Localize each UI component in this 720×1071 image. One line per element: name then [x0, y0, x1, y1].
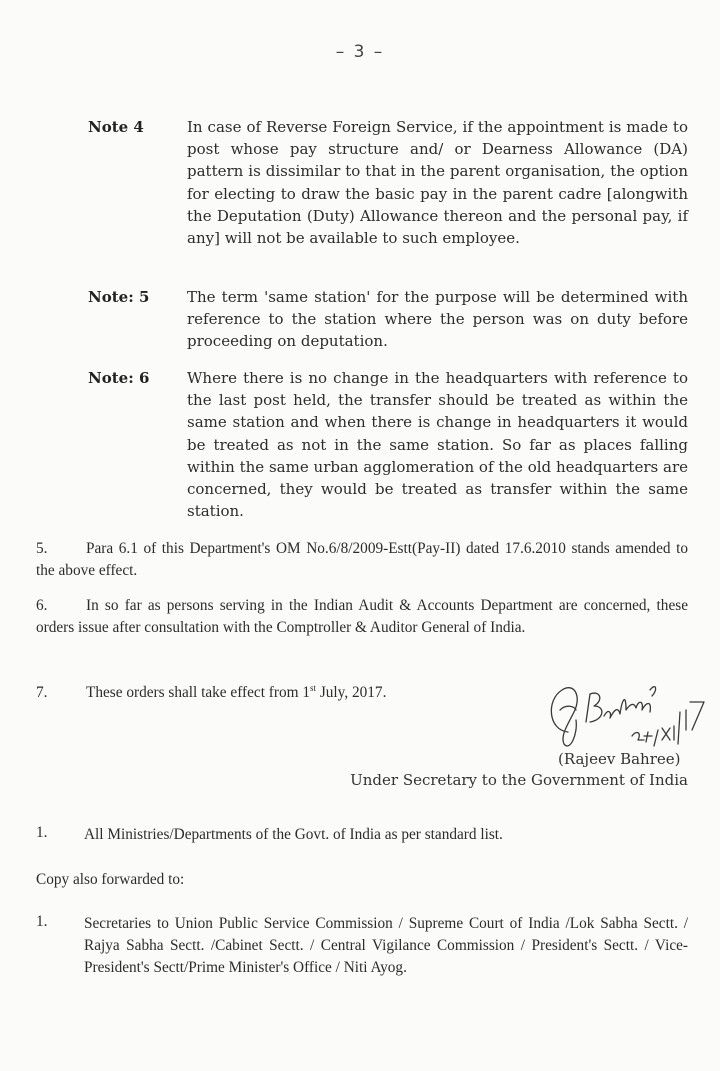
copy-item-number: 1.	[36, 913, 48, 930]
signatory-designation: Under Secretary to the Government of India	[350, 771, 688, 789]
paragraph-6-text: In so far as persons serving in the Indian Audit & Accounts Department are concerned, these orders issue after consultation with the Comptroller & Auditor General of India.	[36, 597, 688, 636]
distribution-item-text: All Ministries/Departments of the Govt. of India as per standard list.	[84, 826, 503, 843]
note-6-label: Note: 6	[88, 369, 150, 387]
note-6-text: Where there is no change in the headquarters with reference to the last post held, the transfer should be treated as within the same station and when there is change in headquarters it would be treated as not in the same station. So far as places falling within the same urban agglomeration of the old headquarters are concerned, they would be treated as transfer within the same station.	[187, 369, 688, 521]
note-4-label: Note 4	[88, 118, 144, 136]
copy-item-text: Secretaries to Union Public Service Commission / Supreme Court of India /Lok Sabha Sectt. / Rajya Sabha Sectt. /Cabinet Sectt. / Central Vigilance Commission / President's Sectt. / Vice-President's Sectt/Prime Minister's Office / Niti Ayog.	[84, 915, 688, 977]
paragraph-7-number: 7.	[36, 684, 48, 702]
signatory-name: (Rajeev Bahree)	[558, 750, 681, 768]
note-5-label: Note: 5	[88, 288, 150, 306]
page-number: – 3 –	[335, 42, 385, 62]
handwritten-signature	[540, 660, 710, 760]
paragraph-5	[36, 538, 688, 582]
note-5-text: The term 'same station' for the purpose will be determined with reference to the station where the person was on duty before proceeding on deputation.	[187, 288, 688, 351]
paragraph-7-text: These orders shall take effect from 1st July, 2017.	[86, 683, 387, 702]
copy-forwarded-label: Copy also forwarded to:	[36, 871, 185, 888]
note-4-text: In case of Reverse Foreign Service, if the appointment is made to post whose pay structure and/ or Dearness Allowance (DA) pattern is dissimilar to that in the parent organisation, the option for electing to draw the basic pay in the parent cadre [alongwith the Deputation (Duty) Allowance thereon and the personal pay, if any] will not be available to such employee.	[187, 118, 688, 248]
paragraph-5-text: Para 6.1 of this Department's OM No.6/8/2009-Estt(Pay-II) dated 17.6.2010 stands amended to the above effect.	[36, 540, 688, 579]
paragraph-6-number: 6.	[36, 597, 48, 614]
paragraph-6	[36, 595, 688, 639]
distribution-item-number: 1.	[36, 824, 48, 841]
paragraph-5-number: 5.	[36, 540, 48, 557]
